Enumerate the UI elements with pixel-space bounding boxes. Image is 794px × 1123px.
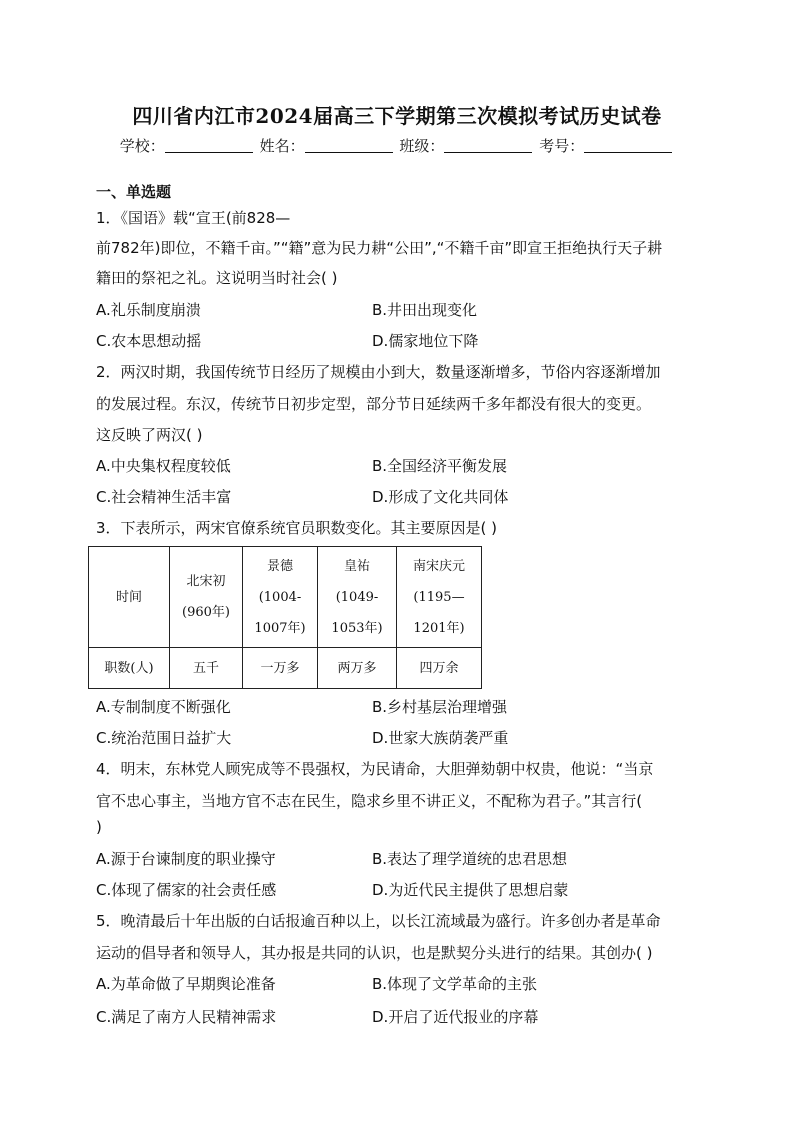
q4-option-a[interactable]: A.源于台谏制度的职业操守 [96, 850, 276, 868]
class-blank[interactable] [444, 138, 532, 153]
q3-option-a[interactable]: A.专制制度不断强化 [96, 698, 231, 716]
q5-line1: 5．晚清最后十年出版的白话报逾百种以上，以长江流域最为盛行。许多创办者是革命 [96, 912, 661, 930]
q4-option-c[interactable]: C.体现了儒家的社会责任感 [96, 881, 277, 899]
name-label: 姓名： [259, 137, 305, 155]
q5-option-b[interactable]: B.体现了文学革命的主张 [372, 975, 538, 993]
number-label: 考号： [539, 137, 585, 155]
q3-option-c[interactable]: C.统治范围日益扩大 [96, 729, 232, 747]
table-cell-count-label: 职数(人) [89, 648, 170, 689]
table-cell-count-2: 一万多 [243, 648, 318, 689]
q2-line1: 2．两汉时期，我国传统节日经历了规模由小到大，数量逐渐增多，节俗内容逐渐增加 [96, 363, 661, 381]
q2-option-a[interactable]: A.中央集权程度较低 [96, 457, 231, 475]
section-heading: 一、单选题 [96, 183, 172, 201]
q2-option-c[interactable]: C.社会精神生活丰富 [96, 488, 232, 506]
table-cell-count-4: 四万余 [397, 648, 482, 689]
q5-option-d[interactable]: D.开启了近代报业的序幕 [372, 1008, 539, 1026]
table-header-row [89, 547, 482, 648]
table-cell-early-northern-song: 北宋初 (960年) [170, 547, 243, 648]
q5-option-a[interactable]: A.为革命做了早期舆论准备 [96, 975, 276, 993]
q4-option-d[interactable]: D.为近代民主提供了思想启蒙 [372, 881, 569, 899]
q1-line3: 籍田的祭祀之礼。这说明当时社会( ) [96, 269, 338, 287]
q4-option-b[interactable]: B.表达了理学道统的忠君思想 [372, 850, 568, 868]
q3-line1: 3．下表所示，两宋官僚系统官员职数变化。其主要原因是( ) [96, 519, 498, 537]
q1-option-d[interactable]: D.儒家地位下降 [372, 332, 479, 350]
table-cell-qingyuan: 南宋庆元 (1195— 1201年) [397, 547, 482, 648]
table-cell-time-label: 时间 [89, 547, 170, 648]
q2-line3: 这反映了两汉( ) [96, 426, 203, 444]
q1-option-c[interactable]: C.农本思想动摇 [96, 332, 202, 350]
school-label: 学校： [119, 137, 165, 155]
q4-line3: ) [96, 818, 102, 836]
student-info-line [0, 135, 794, 156]
table-cell-jingde: 景德 (1004- 1007年) [243, 547, 318, 648]
q5-line2: 运动的倡导者和领导人，其办报是共同的认识，也是默契分头进行的结果。其创办( ) [96, 944, 653, 962]
q1-option-b[interactable]: B.井田出现变化 [372, 301, 478, 319]
table-cell-count-1: 五千 [170, 648, 243, 689]
page-title: 四川省内江市2024届高三下学期第三次模拟考试历史试卷 [132, 104, 662, 128]
table-cell-count-3: 两万多 [318, 648, 397, 689]
q3-option-b[interactable]: B.乡村基层治理增强 [372, 698, 508, 716]
q2-line2: 的发展过程。东汉，传统节日初步定型，部分节日延续两千多年都没有很大的变更。 [96, 395, 652, 413]
table-data-row [89, 648, 482, 689]
officials-table [88, 546, 482, 689]
q3-option-d[interactable]: D.世家大族荫袭严重 [372, 729, 509, 747]
q1-line1: 1．《国语》载“宣王(前828— [96, 209, 291, 227]
school-blank[interactable] [165, 138, 253, 153]
number-blank[interactable] [584, 138, 672, 153]
q4-line2: 官不忠心事主，当地方官不志在民生，隐求乡里不讲正义，不配称为君子。”其言行( [96, 792, 643, 810]
q2-option-d[interactable]: D.形成了文化共同体 [372, 488, 509, 506]
q2-option-b[interactable]: B.全国经济平衡发展 [372, 457, 508, 475]
class-label: 班级： [399, 137, 445, 155]
name-blank[interactable] [305, 138, 393, 153]
q1-line2: 前782年)即位，不籍千亩。”“籍”意为民力耕“公田”,“不籍千亩”即宣王拒绝执行天子耕 [96, 239, 663, 257]
q5-option-c[interactable]: C.满足了南方人民精神需求 [96, 1008, 277, 1026]
q1-option-a[interactable]: A.礼乐制度崩溃 [96, 301, 201, 319]
q4-line1: 4．明末，东林党人顾宪成等不畏强权，为民请命，大胆弹劾朝中权贵，他说：“当京 [96, 760, 654, 778]
table-cell-huangyou: 皇祐 (1049- 1053年) [318, 547, 397, 648]
